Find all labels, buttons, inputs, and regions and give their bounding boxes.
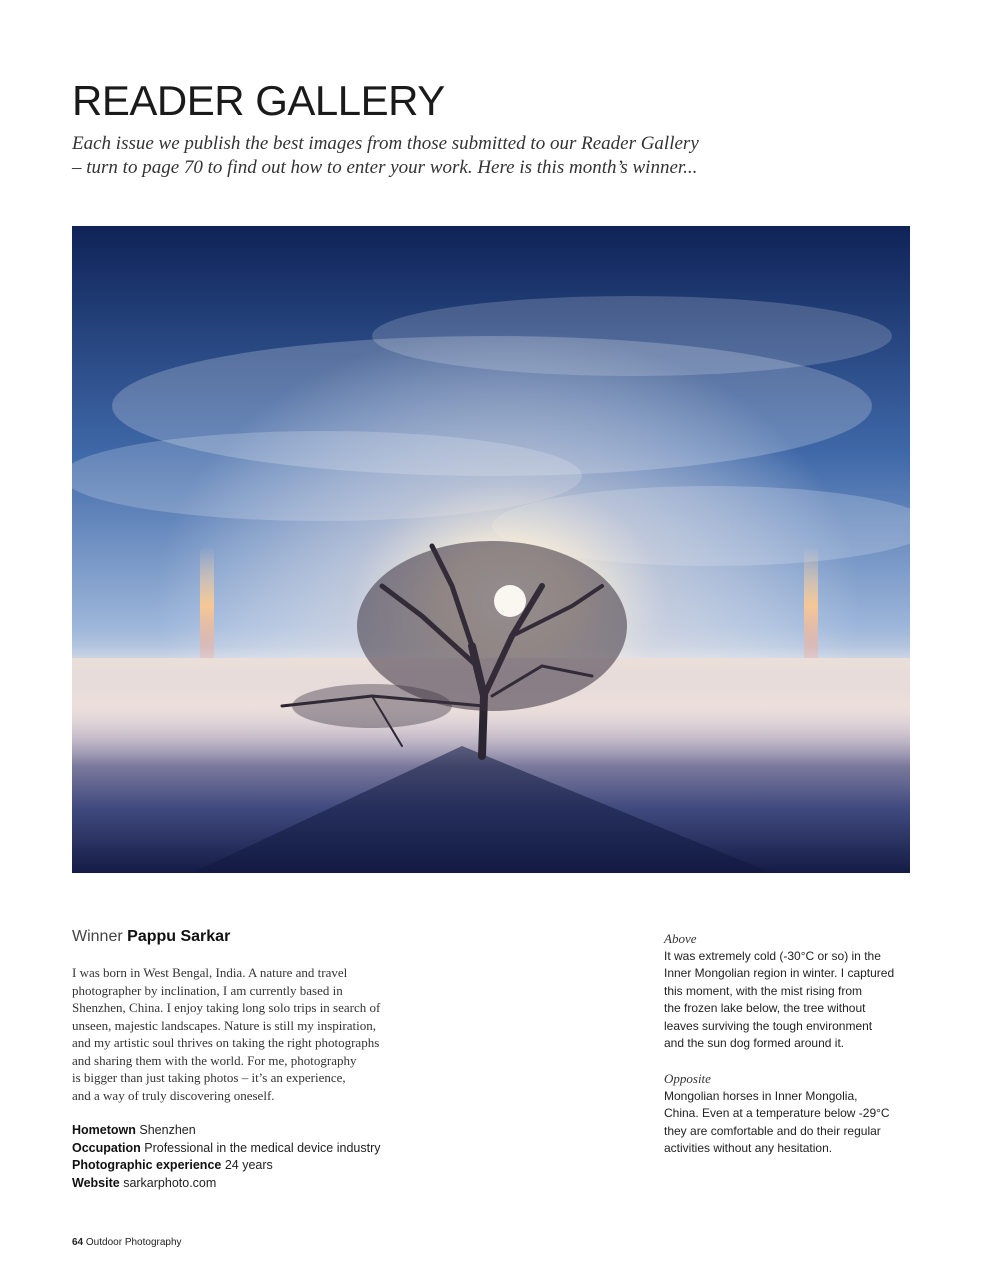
caption-line: this moment, with the mist rising from	[664, 983, 863, 998]
caption-above	[664, 930, 914, 1053]
caption-line: activities without any hesitation.	[664, 1141, 833, 1155]
bio-line: and a way of truly discovering oneself.	[72, 1087, 275, 1103]
caption-label: Opposite	[664, 1071, 711, 1086]
fact-occupation	[72, 1140, 380, 1158]
bio-line: unseen, majestic landscapes. Nature is still my inspiration,	[72, 1017, 376, 1033]
caption-line: they are comfortable and do their regular	[664, 1123, 881, 1138]
caption-line: and the sun dog formed around it.	[664, 1036, 845, 1050]
caption-label: Above	[664, 931, 697, 946]
fact-value: sarkarphoto.com	[123, 1175, 217, 1190]
fact-value: Shenzhen	[139, 1123, 196, 1137]
fact-value: 24 years	[224, 1158, 273, 1172]
caption-line: China. Even at a temperature below -29°C	[664, 1106, 890, 1120]
caption-line: It was extremely cold (-30°C or so) in the	[664, 948, 881, 963]
publication-name: Outdoor Photography	[85, 1237, 182, 1248]
fact-hometown	[72, 1122, 380, 1140]
caption-line: Mongolian horses in Inner Mongolia,	[664, 1088, 858, 1103]
caption-opposite	[664, 1070, 914, 1158]
fact-label: Website	[72, 1175, 120, 1190]
winner-facts	[72, 1122, 380, 1192]
fact-label: Hometown	[72, 1123, 136, 1137]
bio-line: and sharing them with the world. For me, photography	[72, 1052, 357, 1068]
photo-illustration	[72, 226, 910, 873]
winner-bio	[72, 964, 432, 1104]
bio-line: photographer by inclination, I am currently based in	[72, 982, 343, 998]
bio-line: Shenzhen, China. I enjoy taking long solo trips in search of	[72, 1000, 381, 1015]
page-footer	[72, 1237, 182, 1248]
page-number: 64	[72, 1237, 84, 1248]
winner-heading	[72, 928, 230, 946]
fact-label: Photographic experience	[72, 1158, 222, 1172]
fact-website	[72, 1175, 380, 1193]
fact-experience	[72, 1157, 380, 1175]
caption-line: leaves surviving the tough environment	[664, 1018, 873, 1033]
bio-line: and my artistic soul thrives on taking the right photographs	[72, 1035, 380, 1050]
intro-text	[72, 132, 732, 180]
fact-label: Occupation	[72, 1140, 141, 1155]
winning-photo	[72, 226, 910, 873]
sun	[494, 585, 526, 617]
winner-label: Winner	[72, 928, 123, 945]
bio-line: I was born in West Bengal, India. A nature and travel	[72, 965, 348, 980]
page-title: READER GALLERY	[72, 77, 445, 124]
fact-value: Professional in the medical device industry	[144, 1140, 381, 1155]
winner-name: Pappu Sarkar	[127, 928, 231, 945]
bio-line: is bigger than just taking photos – it’s an experience,	[72, 1070, 346, 1085]
caption-line: the frozen lake below, the tree without	[664, 1001, 866, 1015]
intro-line: Each issue we publish the best images from those submitted to our Reader Gallery	[72, 133, 699, 154]
caption-line: Inner Mongolian region in winter. I captured	[664, 966, 895, 980]
intro-line: – turn to page 70 to find out how to enter your work. Here is this month’s winner...	[72, 157, 698, 178]
